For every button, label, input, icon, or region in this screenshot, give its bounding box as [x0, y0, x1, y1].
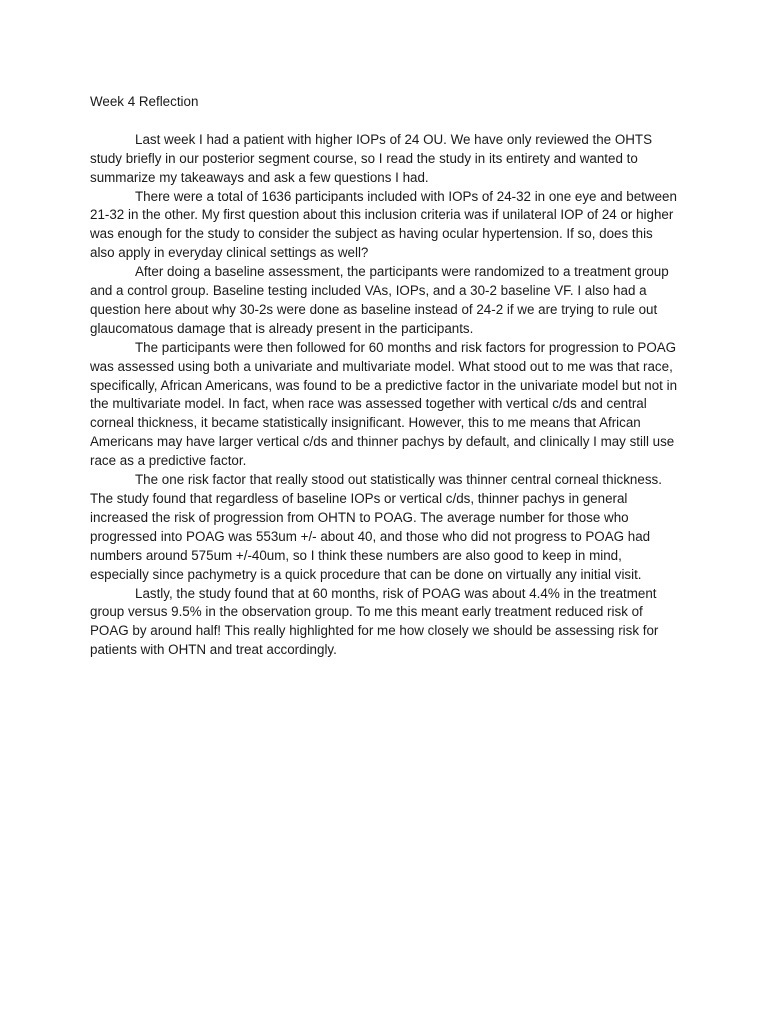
- document-body: [90, 93, 678, 660]
- paragraph-4: The participants were then followed for 60 months and risk factors for progression to POAG was assessed using both a univariate and multivariate model. What stood out to me was that race, specifically, African Americans, was found to be a predictive factor in the univariate model but not in the multivariate model. In fact, when race was assessed together with vertical c/ds and central corneal thickness, it became statistically insignificant. However, this to me means that African Americans may have larger vertical c/ds and thinner pachys by default, and clinically I may still use race as a predictive factor.: [90, 339, 678, 469]
- paragraph-2: There were a total of 1636 participants included with IOPs of 24-32 in one eye and between 21-32 in the other. My first question about this inclusion criteria was if unilateral IOP of 24 or higher was enough for the study to consider the subject as having ocular hypertension. If so, does this also apply in everyday clinical settings as well?: [90, 188, 677, 261]
- paragraph-3: After doing a baseline assessment, the participants were randomized to a treatment group and a control group. Baseline testing included VAs, IOPs, and a 30-2 baseline VF. I also had a question here about why 30-2s were done as baseline instead of 24-2 if we are trying to rule out glaucomatous damage that is already present in the participants.: [90, 264, 669, 336]
- paragraph-5: The one risk factor that really stood out statistically was thinner central corneal thickness. The study found that regardless of baseline IOPs or vertical c/ds, thinner pachys in general increased the risk of progression from OHTN to POAG. The average number for those who progressed into POAG was 553um +/- about 40, and those who did not progress to POAG had numbers around 575um +/-40um, so I think these numbers are also good to keep in mind, especially since pachymetry is a quick procedure that can be done on virtually any initial visit.: [90, 472, 662, 582]
- paragraph-1: Last week I had a patient with higher IOPs of 24 OU. We have only reviewed the OHTS study briefly in our posterior segment course, so I read the study in its entirety and wanted to summarize my takeaways and ask a few questions I had.: [90, 131, 653, 185]
- document-title: Week 4 Reflection: [90, 94, 199, 109]
- paragraph-6: Lastly, the study found that at 60 months, risk of POAG was about 4.4% in the treatment group versus 9.5% in the observation group. To me this meant early treatment reduced risk of POAG by around half! This really highlighted for me how closely we should be assessing risk for patients with OHTN and treat accordingly.: [90, 585, 659, 658]
